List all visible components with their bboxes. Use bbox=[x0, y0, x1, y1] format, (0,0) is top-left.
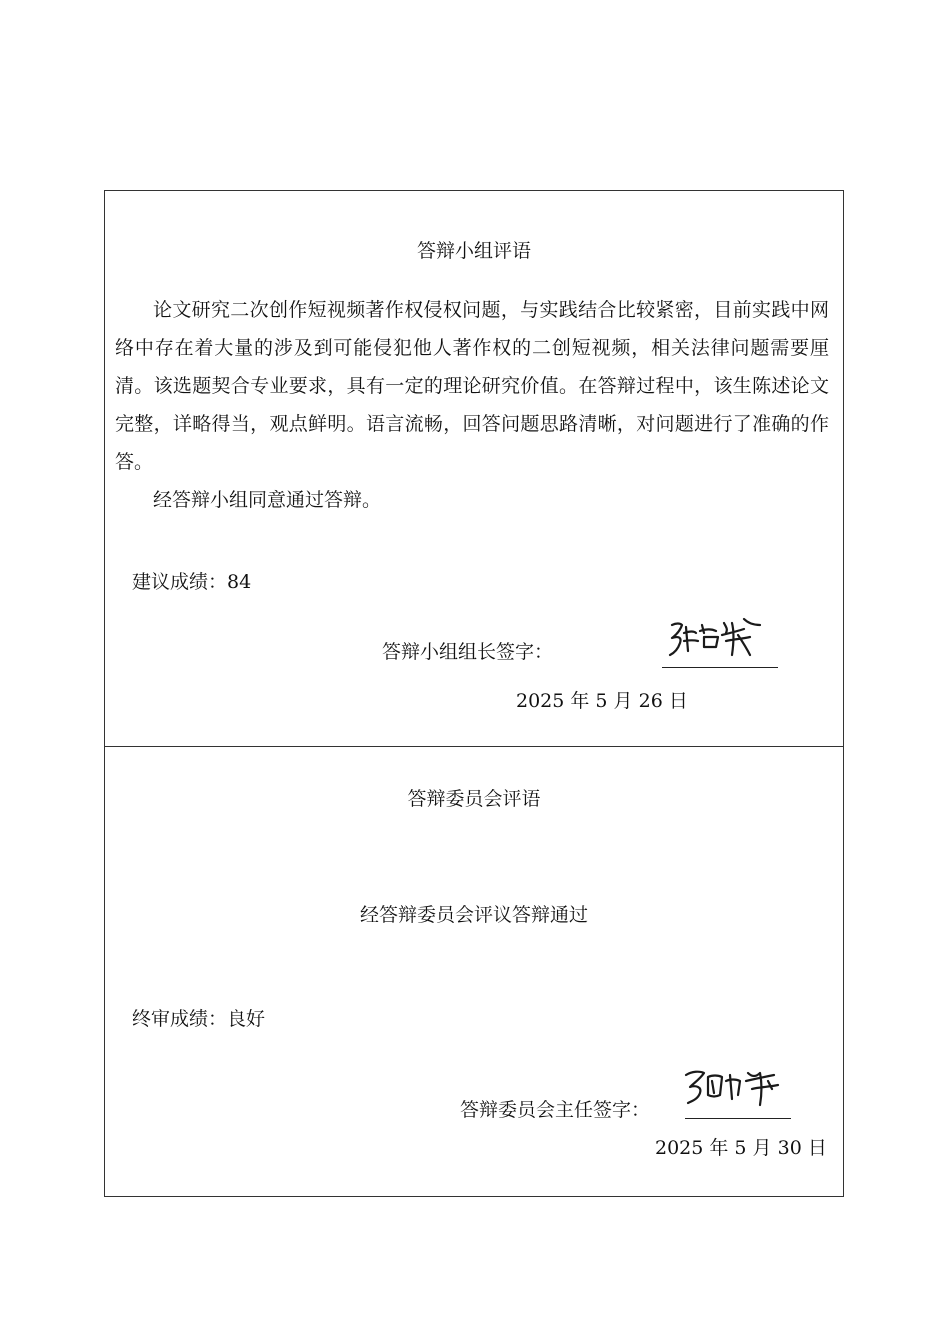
group-review-comment-block bbox=[115, 291, 829, 519]
group-review-title: 答辩小组评语 bbox=[416, 240, 531, 262]
leader-signature-line bbox=[662, 667, 778, 668]
group-review-section bbox=[105, 191, 843, 747]
defense-review-form bbox=[104, 190, 844, 1197]
committee-review-date: 2025 年 5 月 30 日 bbox=[655, 1137, 827, 1159]
committee-review-comment: 经答辩委员会评议答辩通过 bbox=[359, 904, 588, 926]
group-review-comment: 论文研究二次创作短视频著作权侵权问题，与实践结合比较紧密，目前实践中网络中存在着大量的涉及到可能侵犯他人著作权的二创短视频，相关法律问题需要厘清。该选题契合专业要求，具有一定的理论研究价值。在答辩过程中，该生陈述论文完整，详略得当，观点鲜明。语言流畅，回答问题思路清晰，对问题进行了准确的作答。 bbox=[115, 299, 829, 473]
group-review-conclusion: 经答辩小组同意通过答辩。 bbox=[153, 489, 382, 511]
leader-signature-label: 答辩小组组长签字： bbox=[382, 641, 554, 663]
group-review-date: 2025 年 5 月 26 日 bbox=[516, 690, 688, 712]
suggested-grade-label: 建议成绩： bbox=[132, 571, 228, 593]
committee-review-section bbox=[105, 747, 843, 1198]
suggested-grade bbox=[132, 570, 251, 594]
chair-signature-image bbox=[682, 1065, 792, 1115]
chair-signature-line bbox=[685, 1118, 791, 1119]
suggested-grade-value: 84 bbox=[227, 571, 252, 593]
final-grade-label: 终审成绩： bbox=[132, 1008, 228, 1030]
final-grade bbox=[132, 1007, 265, 1031]
chair-signature-label: 答辩委员会主任签字： bbox=[460, 1099, 651, 1121]
leader-signature-image bbox=[660, 611, 780, 671]
final-grade-value: 良好 bbox=[227, 1008, 266, 1030]
committee-review-title: 答辩委员会评语 bbox=[407, 788, 541, 810]
